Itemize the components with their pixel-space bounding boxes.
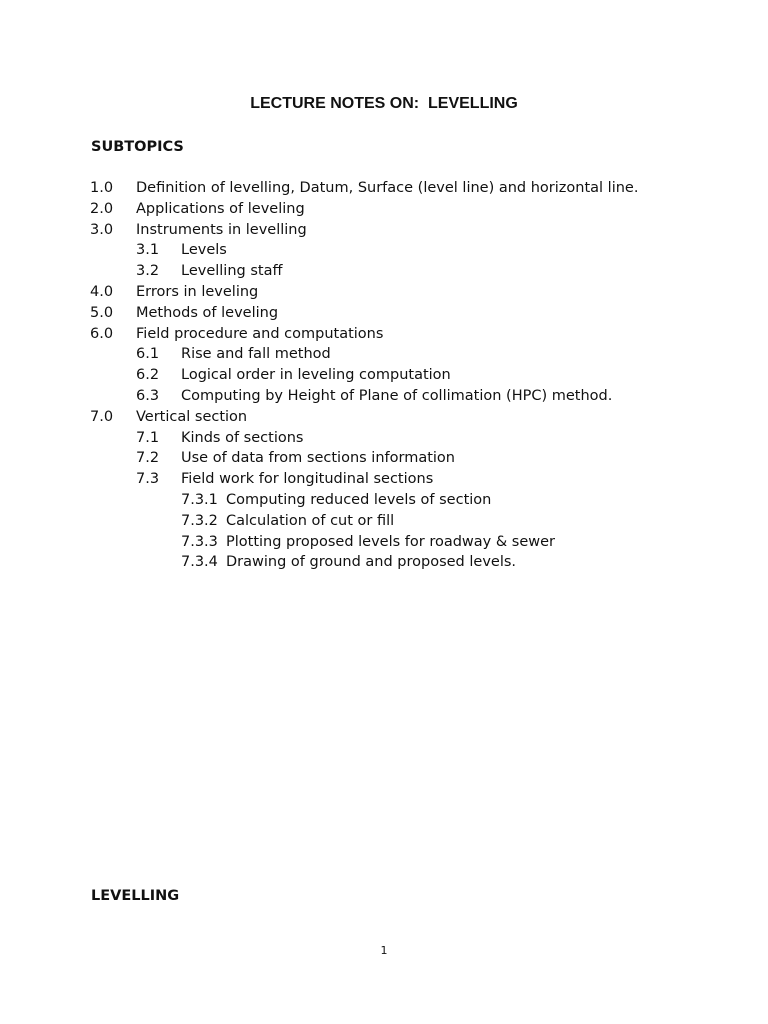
toc-item [0, 532, 768, 553]
toc-item-number: 7.3.4 [181, 554, 218, 571]
page-number: 1 [380, 944, 388, 957]
toc-item-number: 7.3.1 [181, 491, 218, 508]
toc-item [0, 365, 768, 386]
subtopics-heading: SUBTOPICS [91, 139, 184, 155]
toc-item-number: 7.3 [136, 471, 160, 488]
document-title: LECTURE NOTES ON: LEVELLING [250, 95, 518, 112]
toc-item [0, 386, 768, 407]
toc-item-number: 1.0 [90, 180, 114, 196]
toc-item [0, 511, 768, 532]
toc-item [0, 448, 768, 469]
toc-item [0, 324, 768, 345]
toc-item-number: 5.0 [90, 304, 114, 321]
toc-item-text: Drawing of ground and proposed levels. [226, 554, 517, 571]
toc-item [0, 220, 768, 241]
toc-item [0, 199, 768, 220]
toc-item-text: Plotting proposed levels for roadway & sewer [226, 533, 555, 550]
toc-item [0, 282, 768, 303]
toc-item [0, 552, 768, 573]
toc-item-text: Levelling staff [181, 263, 283, 280]
toc-item [0, 178, 768, 199]
toc-item [0, 428, 768, 449]
toc-item-number: 7.3.2 [181, 512, 218, 529]
table-of-contents [0, 178, 768, 573]
toc-item-number: 7.2 [136, 450, 160, 467]
toc-item-number: 2.0 [90, 200, 114, 217]
toc-item-text: Computing reduced levels of section [226, 491, 492, 508]
toc-item [0, 261, 768, 282]
toc-item-number: 3.1 [136, 242, 160, 259]
toc-item-text: Levels [181, 242, 227, 259]
toc-item [0, 407, 768, 428]
toc-item-number: 4.0 [90, 283, 114, 300]
toc-item-text: Instruments in levelling [136, 221, 307, 238]
toc-item [0, 303, 768, 324]
toc-item-number: 6.2 [136, 367, 160, 384]
toc-item-text: Rise and fall method [181, 346, 331, 363]
levelling-section-heading: LEVELLING [91, 888, 180, 904]
toc-item [0, 490, 768, 511]
toc-item-number: 7.0 [90, 408, 114, 425]
toc-item-text: Methods of leveling [136, 304, 279, 321]
toc-item-text: Calculation of cut or fill [226, 512, 395, 529]
toc-item-number: 6.1 [136, 346, 160, 363]
toc-item [0, 344, 768, 365]
toc-item-text: Field work for longitudinal sections [181, 471, 434, 488]
toc-item-number: 3.2 [136, 263, 160, 280]
toc-item-text: Computing by Height of Plane of collimation (HPC) method. [181, 387, 613, 404]
toc-item-number: 7.3.3 [181, 533, 218, 550]
toc-item [0, 469, 768, 490]
toc-item-number: 7.1 [136, 429, 160, 446]
toc-item-text: Kinds of sections [181, 429, 304, 446]
toc-item-text: Applications of leveling [136, 200, 305, 217]
toc-item-text: Vertical section [136, 408, 248, 425]
toc-item-text: Errors in leveling [136, 283, 259, 300]
toc-item-number: 6.3 [136, 387, 160, 404]
toc-item-number: 3.0 [90, 221, 114, 238]
toc-item-text: Use of data from sections information [181, 450, 455, 467]
toc-item [0, 240, 768, 261]
toc-item-text: Field procedure and computations [136, 325, 384, 342]
toc-item-text: Definition of levelling, Datum, Surface (level line) and horizontal line. [136, 180, 639, 196]
toc-item-text: Logical order in leveling computation [181, 367, 451, 384]
toc-item-number: 6.0 [90, 325, 114, 342]
